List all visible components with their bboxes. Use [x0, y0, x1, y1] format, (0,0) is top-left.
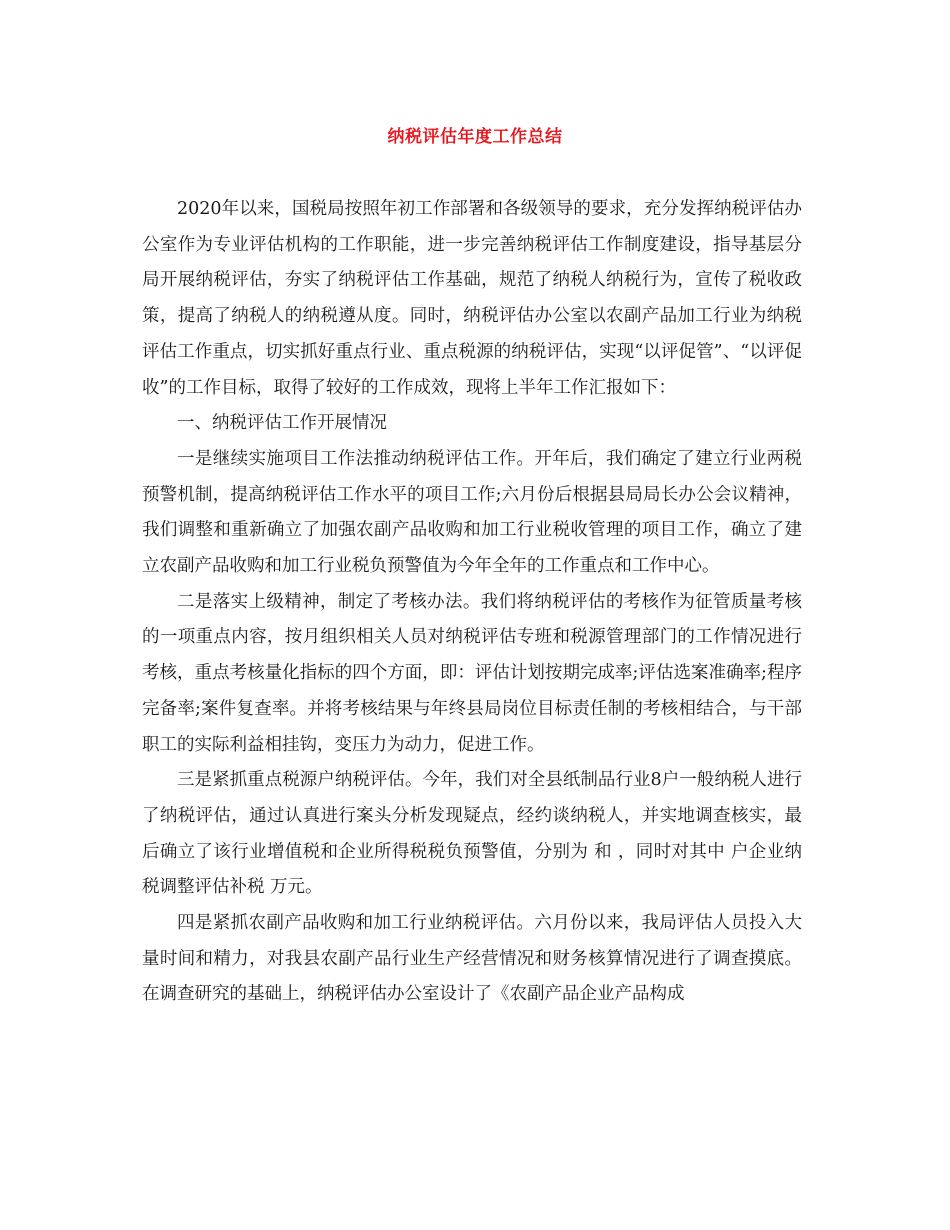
paragraph-item-4: 四是紧抓农副产品收购和加工行业纳税评估。六月份以来，我局评估人员投入大量时间和精力，对我县农副产品行业生产经营情况和财务核算情况进行了调查摸底。在调查研究的基础上，纳税评估办公室设计了《农副产品企业产品构成 — [142, 913, 802, 1005]
paragraph-item-2: 二是落实上级精神，制定了考核办法。我们将纳税评估的考核作为征管质量考核的一项重点内容，按月组织相关人员对纳税评估专班和税源管理部门的工作情况进行考核，重点考核量化指标的四个方面，即：评估计划按期完成率;评估选案准确率;程序完备率;案件复查率。并将考核结果与年终县局岗位目标责任制的考核相结合，与干部职工的实际利益相挂钩，变压力为动力，促进工作。 — [142, 591, 802, 755]
section-heading: 一、纳税评估工作开展情况 — [177, 413, 387, 434]
paragraph-item-1: 一是继续实施项目工作法推动纳税评估工作。开年后，我们确定了建立行业两税预警机制，提高纳税评估工作水平的项目工作;六月份后根据县局局长办公会议精神，我们调整和重新确立了加强农副产品收购和加工行业税收管理的项目工作，确立了建立农副产品收购和加工行业税负预警值为今年全年的工作重点和工作中心。 — [142, 448, 802, 577]
paragraph-item-3: 三是紧抓重点税源户纳税评估。今年，我们对全县纸制品行业8户一般纳税人进行了纳税评估，通过认真进行案头分析发现疑点，经约谈纳税人，并实地调查核实，最后确立了该行业增值税和企业所得税税负预警值，分别为 和 ，同时对其中 户企业纳税调整评估补税 万元。 — [142, 770, 802, 898]
document-title: 纳税评估年度工作总结 — [387, 127, 563, 147]
paragraph-intro: 2020年以来，国税局按照年初工作部署和各级领导的要求，充分发挥纳税评估办公室作为专业评估机构的工作职能，进一步完善纳税评估工作制度建设，指导基层分局开展纳税评估，夯实了纳税评估工作基础，规范了纳税人纳税行为，宣传了税收政策，提高了纳税人的纳税遵从度。同时，纳税评估办公室以农副产品加工行业为纳税评估工作重点，切实抓好重点行业、重点税源的纳税评估，实现“以评促管”、“以评促收”的工作目标，取得了较好的工作成效，现将上半年工作汇报如下： — [142, 199, 802, 398]
document-body — [142, 192, 802, 1013]
